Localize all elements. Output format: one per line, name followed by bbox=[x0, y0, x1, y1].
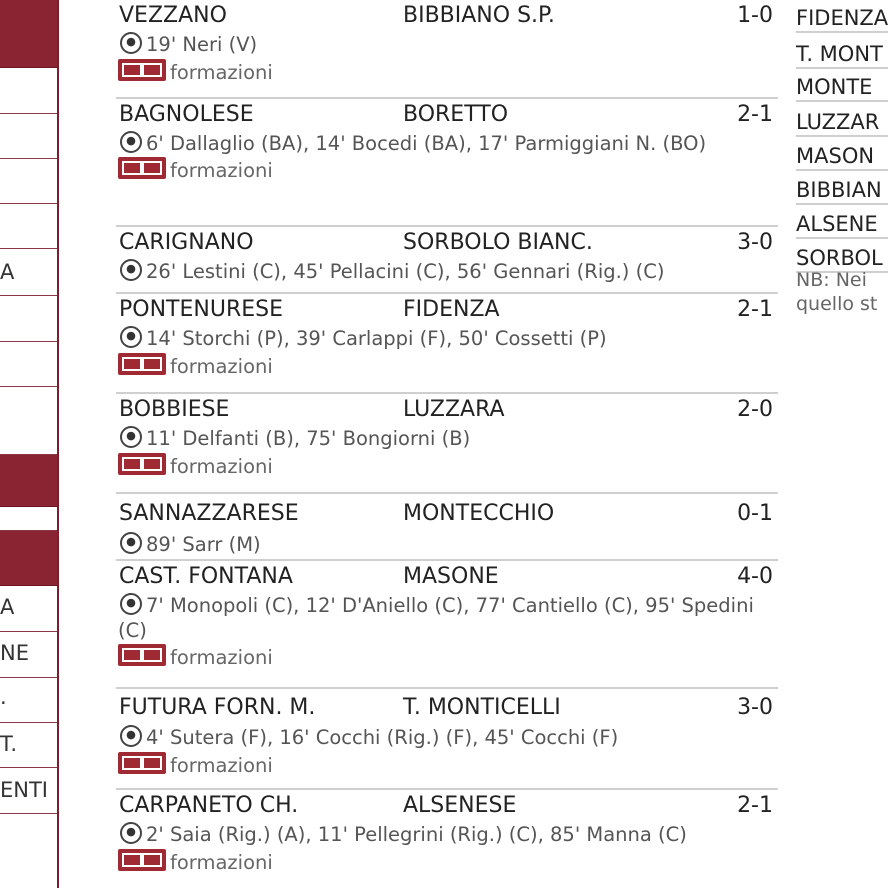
sidebar-item[interactable] bbox=[0, 387, 57, 455]
sidebar-item[interactable] bbox=[0, 507, 57, 531]
standings-note: NB: Nei quello st bbox=[796, 269, 878, 315]
goal-scorers: 89' Sarr (M) bbox=[116, 532, 778, 558]
match-score[interactable]: 1-0 bbox=[737, 3, 773, 28]
soccer-ball-icon bbox=[120, 426, 142, 448]
sidebar-section-header bbox=[0, 455, 57, 507]
lineup-link[interactable]: formazioni bbox=[116, 452, 778, 481]
goal-scorers: 19' Neri (V) bbox=[116, 32, 778, 58]
match-score[interactable]: 0-1 bbox=[737, 501, 773, 526]
sidebar-item[interactable] bbox=[0, 342, 57, 387]
lineup-link[interactable]: formazioni bbox=[116, 352, 778, 381]
pitch-lineup-icon bbox=[118, 59, 166, 81]
soccer-ball-icon bbox=[120, 822, 142, 844]
sidebar-item[interactable]: NE bbox=[0, 632, 57, 678]
left-sidebar bbox=[0, 0, 59, 888]
standings-row[interactable]: LUZZAR bbox=[796, 108, 888, 137]
soccer-ball-icon bbox=[120, 259, 142, 281]
match-score[interactable]: 2-0 bbox=[737, 397, 773, 422]
match-row bbox=[116, 227, 778, 294]
sidebar-item[interactable]: T. bbox=[0, 723, 57, 768]
goal-scorers: 4' Sutera (F), 16' Cocchi (Rig.) (F), 45' Cocchi (F) bbox=[116, 725, 778, 751]
away-team[interactable]: T. MONTICELLI bbox=[403, 695, 561, 720]
soccer-ball-icon bbox=[120, 593, 142, 615]
goal-scorers: 2' Saia (Rig.) (A), 11' Pellegrini (Rig.) (C), 85' Manna (C) bbox=[116, 822, 778, 848]
match-score[interactable]: 2-1 bbox=[737, 102, 773, 127]
pitch-lineup-icon bbox=[118, 353, 166, 375]
pitch-lineup-icon bbox=[118, 849, 166, 871]
home-team[interactable]: PONTENURESE bbox=[119, 297, 283, 322]
goal-scorers: 7' Monopoli (C), 12' D'Aniello (C), 77' Cantiello (C), 95' Spedini (C) bbox=[118, 594, 754, 642]
home-team[interactable]: CARIGNANO bbox=[119, 230, 254, 255]
lineup-link[interactable]: formazioni bbox=[116, 848, 778, 877]
standings-row[interactable]: ALSENE bbox=[796, 210, 888, 239]
away-team[interactable]: ALSENESE bbox=[403, 793, 517, 818]
sidebar-item[interactable]: ENTI bbox=[0, 768, 57, 814]
soccer-ball-icon bbox=[120, 131, 142, 153]
away-team[interactable]: FIDENZA bbox=[403, 297, 500, 322]
home-team[interactable]: CARPANETO CH. bbox=[119, 793, 299, 818]
pitch-lineup-icon bbox=[118, 752, 166, 774]
lineup-link[interactable]: formazioni bbox=[116, 156, 778, 185]
match-score[interactable]: 4-0 bbox=[737, 564, 773, 589]
sidebar-header bbox=[0, 0, 57, 68]
soccer-ball-icon bbox=[120, 326, 142, 348]
home-team[interactable]: VEZZANO bbox=[119, 3, 227, 28]
home-team[interactable]: BAGNOLESE bbox=[119, 102, 254, 127]
sidebar-item[interactable] bbox=[0, 204, 57, 249]
pitch-lineup-icon bbox=[118, 644, 166, 666]
match-score[interactable]: 3-0 bbox=[737, 230, 773, 255]
sidebar-item[interactable] bbox=[0, 114, 57, 159]
home-team[interactable]: CAST. FONTANA bbox=[119, 564, 293, 589]
standings-row[interactable]: SORBOL bbox=[796, 244, 888, 273]
pitch-lineup-icon bbox=[118, 157, 166, 179]
match-row bbox=[116, 394, 778, 494]
goal-scorers: 26' Lestini (C), 45' Pellacini (C), 56' Gennari (Rig.) (C) bbox=[116, 259, 778, 285]
match-row bbox=[116, 99, 778, 227]
soccer-ball-icon bbox=[120, 32, 142, 54]
goal-scorers: 14' Storchi (P), 39' Carlappi (F), 50' Cossetti (P) bbox=[116, 326, 778, 352]
away-team[interactable]: BIBBIANO S.P. bbox=[403, 3, 555, 28]
match-score[interactable]: 3-0 bbox=[737, 695, 773, 720]
standings-row[interactable]: FIDENZA bbox=[796, 4, 888, 33]
soccer-ball-icon bbox=[120, 725, 142, 747]
goal-scorers: 11' Delfanti (B), 75' Bongiorni (B) bbox=[116, 426, 778, 452]
match-row bbox=[116, 689, 778, 790]
away-team[interactable]: LUZZARA bbox=[403, 397, 505, 422]
sidebar-item[interactable]: A bbox=[0, 249, 57, 296]
away-team[interactable]: BORETTO bbox=[403, 102, 509, 127]
match-score[interactable]: 2-1 bbox=[737, 793, 773, 818]
lineup-link[interactable]: formazioni bbox=[116, 751, 778, 780]
sidebar-item[interactable]: A bbox=[0, 586, 57, 632]
standings-row[interactable]: BIBBIAN bbox=[796, 176, 888, 205]
away-team[interactable]: MASONE bbox=[403, 564, 499, 589]
match-row bbox=[116, 561, 778, 689]
sidebar-item[interactable] bbox=[0, 159, 57, 204]
away-team[interactable]: MONTECCHIO bbox=[403, 501, 555, 526]
home-team[interactable]: SANNAZZARESE bbox=[119, 501, 299, 526]
lineup-link[interactable]: formazioni bbox=[116, 643, 778, 672]
match-row bbox=[116, 790, 778, 888]
match-row bbox=[116, 294, 778, 394]
lineup-link[interactable]: formazioni bbox=[116, 58, 778, 87]
sidebar-item[interactable]: . bbox=[0, 678, 57, 723]
pitch-lineup-icon bbox=[118, 453, 166, 475]
match-row bbox=[116, 494, 778, 561]
match-row bbox=[116, 0, 778, 99]
soccer-ball-icon bbox=[120, 532, 142, 554]
sidebar-section-header bbox=[0, 531, 57, 586]
home-team[interactable]: FUTURA FORN. M. bbox=[119, 695, 316, 720]
standings-row[interactable]: MONTE bbox=[796, 73, 888, 102]
sidebar-item[interactable] bbox=[0, 296, 57, 342]
standings-row[interactable]: MASON bbox=[796, 142, 888, 171]
sidebar-item[interactable] bbox=[0, 68, 57, 114]
match-score[interactable]: 2-1 bbox=[737, 297, 773, 322]
standings-row[interactable]: T. MONT bbox=[796, 40, 888, 69]
goal-scorers: 6' Dallaglio (BA), 14' Bocedi (BA), 17' Parmiggiani N. (BO) bbox=[116, 131, 778, 156]
away-team[interactable]: SORBOLO BIANC. bbox=[403, 230, 593, 255]
home-team[interactable]: BOBBIESE bbox=[119, 397, 230, 422]
